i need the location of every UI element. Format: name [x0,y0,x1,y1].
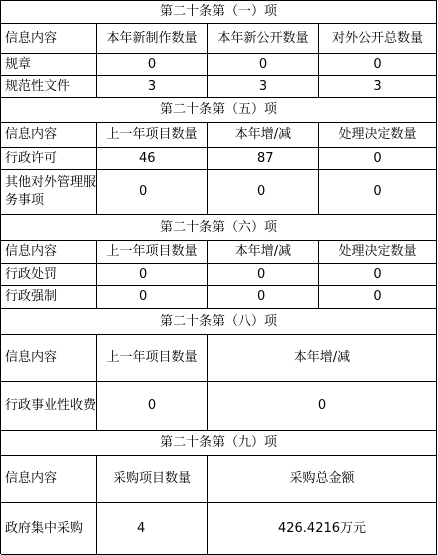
table-cell: 0 [208,382,437,431]
section-heading-row [1,1,437,24]
header-cell: 本年新制作数量 [97,24,208,54]
header-cell: 上一年项目数量 [97,335,208,382]
header-cell: 信息内容 [1,24,97,54]
row-label: 规章 [1,54,97,76]
table-cell: 3 [208,76,319,98]
row-label: 行政事业性收费 [1,382,97,431]
section-heading: 第二十条第（六）项 [1,215,437,241]
header-cell: 采购总金额 [208,456,437,503]
table-cell: 4 [97,503,208,555]
table-cell: 3 [319,76,437,98]
table-row [1,148,437,170]
table-cell: 426.4216万元 [208,503,437,555]
header-cell: 本年增/减 [208,123,319,148]
table-row [1,286,437,309]
row-label: 规范性文件 [1,76,97,98]
section-heading-row [1,98,437,123]
table-cell: 0 [319,148,437,170]
table-cell: 46 [97,148,208,170]
row-label: 行政许可 [1,148,97,170]
table-header-row [1,241,437,264]
table-row [1,54,437,76]
row-label: 政府集中采购 [1,503,97,555]
row-label: 其他对外管理服务事项 [1,170,97,215]
table-row [1,503,437,555]
header-cell: 信息内容 [1,241,97,264]
table-row [1,76,437,98]
table-header-row [1,335,437,382]
header-cell: 处理决定数量 [319,123,437,148]
section-heading-row [1,431,437,456]
table-cell: 87 [208,148,319,170]
header-cell: 信息内容 [1,335,97,382]
header-cell: 采购项目数量 [97,456,208,503]
table-header-row [1,123,437,148]
header-cell: 本年新公开数量 [208,24,319,54]
table-cell: 0 [319,286,437,309]
table-cell: 3 [97,76,208,98]
table-header-row [1,24,437,54]
table-cell: 0 [97,54,208,76]
table-header-row [1,456,437,503]
header-cell: 上一年项目数量 [97,241,208,264]
header-cell: 本年增/减 [208,335,437,382]
section-heading: 第二十条第（八）项 [1,309,437,335]
header-cell: 信息内容 [1,123,97,148]
header-cell: 对外公开总数量 [319,24,437,54]
header-cell: 处理决定数量 [319,241,437,264]
section-heading: 第二十条第（九）项 [1,431,437,456]
table-cell: 0 [208,286,319,309]
section-heading: 第二十条第（五）项 [1,98,437,123]
table-cell: 0 [97,382,208,431]
table-row [1,382,437,431]
section-heading: 第二十条第（一）项 [1,1,437,24]
header-cell: 信息内容 [1,456,97,503]
table-cell: 0 [319,54,437,76]
table-row [1,264,437,286]
row-label: 行政强制 [1,286,97,309]
table-cell: 0 [319,170,437,215]
table-cell: 0 [208,264,319,286]
header-cell: 上一年项目数量 [97,123,208,148]
section-heading-row [1,215,437,241]
table-cell: 0 [319,264,437,286]
table-cell: 0 [97,286,208,309]
table-cell: 0 [208,54,319,76]
table-cell: 0 [97,264,208,286]
table-cell: 0 [97,170,208,215]
table-cell: 0 [208,170,319,215]
section-heading-row [1,309,437,335]
table-row [1,170,437,215]
row-label: 行政处罚 [1,264,97,286]
header-cell: 本年增/减 [208,241,319,264]
